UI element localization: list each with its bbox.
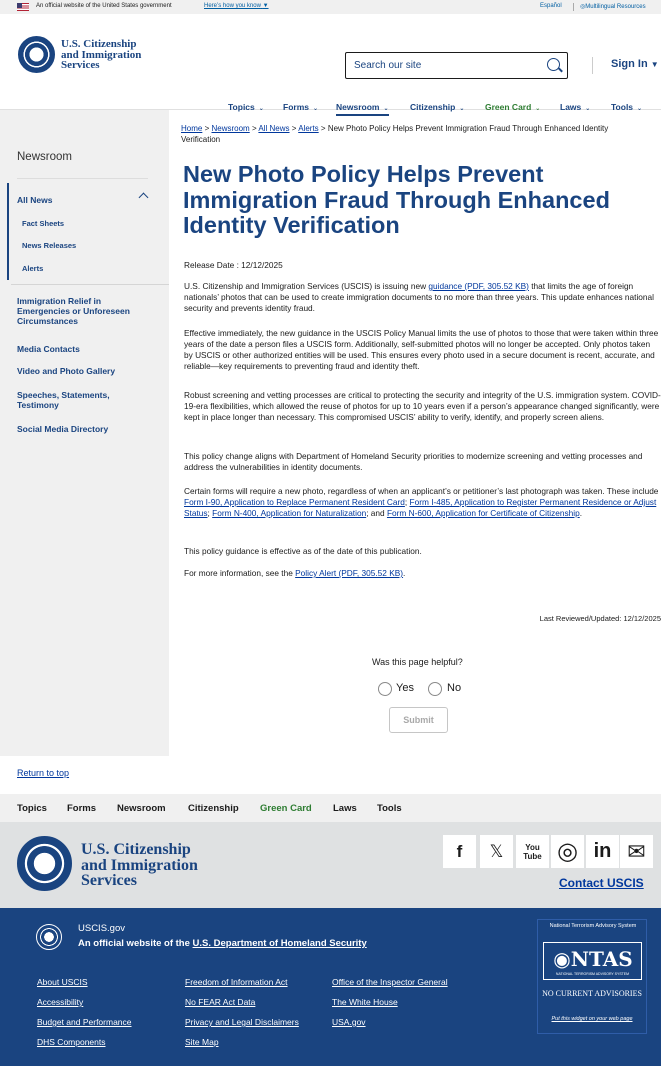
nav-laws[interactable]: Laws ⌄ bbox=[560, 102, 591, 112]
chevron-down-icon: ⌄ bbox=[258, 106, 264, 112]
article-paragraph: For more information, see the Policy Alert (PDF, 305.52 KB). bbox=[184, 568, 406, 578]
ntas-heading: National Terrorism Advisory System bbox=[549, 923, 637, 929]
sidebar-item-all-news[interactable]: All News bbox=[17, 195, 53, 205]
breadcrumb: Home > Newsroom > All News > Alerts > New Photo Policy Helps Prevent Immigration Fraud Through Enhanced Identity Verification bbox=[181, 124, 609, 144]
release-date: Release Date : 12/12/2025 bbox=[184, 260, 283, 270]
site-header bbox=[0, 14, 661, 110]
sidebar-item-fact-sheets[interactable]: Fact Sheets bbox=[22, 219, 65, 228]
form-i485-link[interactable]: Form I-485, Application to Register Permanent Residence or Adjust Status bbox=[184, 497, 657, 518]
contact-uscis-link[interactable]: Contact USCIS bbox=[559, 876, 644, 890]
footer-nav-topics[interactable]: Topics bbox=[17, 803, 47, 814]
sidebar-item-immigration-relief[interactable]: Immigration Relief in Emergencies or Unforeseen Circumstances bbox=[17, 296, 130, 327]
ntas-logo: ◉NTAS bbox=[553, 947, 633, 971]
footer-link-dhs-components[interactable]: DHS Components bbox=[37, 1037, 106, 1047]
return-to-top-link[interactable]: Return to top bbox=[17, 768, 70, 778]
footer-link-about[interactable]: About USCIS bbox=[37, 977, 88, 987]
dhs-seal-small-logo[interactable] bbox=[36, 924, 62, 950]
multilingual-link[interactable]: ◎Multilingual Resources bbox=[580, 4, 646, 10]
caret-down-icon: ▼ bbox=[650, 60, 659, 69]
yes-radio[interactable] bbox=[378, 682, 392, 696]
official-site-text: An official website of the U.S. Department of Homeland Security bbox=[78, 938, 367, 949]
footer-link-privacy[interactable]: Privacy and Legal Disclaimers bbox=[185, 1017, 299, 1027]
linkedin-icon[interactable]: in bbox=[586, 835, 619, 868]
breadcrumb-newsroom[interactable]: Newsroom bbox=[211, 124, 250, 133]
sidebar-title: Newsroom bbox=[17, 151, 72, 163]
ntas-status: NO CURRENT ADVISORIES bbox=[542, 989, 642, 998]
sign-in-button[interactable]: Sign In ▼ bbox=[611, 58, 659, 70]
footer-link-accessibility[interactable]: Accessibility bbox=[37, 997, 84, 1007]
chevron-down-icon: ⌄ bbox=[637, 106, 643, 112]
search-icon[interactable] bbox=[547, 58, 560, 71]
page-bottom bbox=[0, 1066, 661, 1074]
gov-banner bbox=[0, 0, 661, 14]
footer-nav bbox=[0, 794, 661, 822]
form-n600-link[interactable]: Form N-600, Application for Certificate of Citizenship bbox=[386, 508, 580, 518]
divider bbox=[592, 57, 593, 74]
footer-nav-forms[interactable]: Forms bbox=[67, 803, 97, 814]
x-twitter-icon[interactable]: 𝕏 bbox=[480, 835, 513, 868]
uscis-logo-text[interactable]: U.S. Citizenship and Immigration Services bbox=[61, 38, 142, 71]
dhs-seal-logo[interactable] bbox=[17, 836, 72, 891]
article-paragraph: Robust screening and vetting processes are critical to protecting the security and integrity of the U.S. immigration system. COVID-19-era flexibilities, which allowed the reuse of photos for up to 10 years even if a person’s appearance changed significantly, were kept in place longer than necessary. This compromised USCIS’ ability to verify, identify, and properly screen aliens. bbox=[184, 390, 661, 422]
footer-nav-laws[interactable]: Laws bbox=[333, 803, 357, 814]
nav-newsroom[interactable]: Newsroom ⌄ bbox=[336, 102, 389, 112]
ntas-widget[interactable] bbox=[537, 919, 647, 1034]
ntas-badge bbox=[543, 942, 642, 980]
chevron-down-icon: ▼ bbox=[262, 3, 269, 9]
espanol-link[interactable]: Español bbox=[540, 3, 562, 9]
dhs-link[interactable]: U.S. Department of Homeland Security bbox=[192, 938, 367, 949]
sidebar-item-social-media[interactable]: Social Media Directory bbox=[17, 424, 109, 434]
breadcrumb-home[interactable]: Home bbox=[181, 124, 203, 133]
article-paragraph: This policy change aligns with Department of Homeland Security priorities to modernize screening and vetting processes and address the vulnerabilities in identity documents. bbox=[184, 451, 643, 472]
uscis-gov-label: USCIS.gov bbox=[78, 923, 125, 934]
article-paragraph: U.S. Citizenship and Immigration Services (USCIS) is issuing new guidance (PDF, 305.52 KB) that limits the age of foreign nationals’ photos that can be used to create immigration documents to no more than three years. This update enhances national security and prevents identity fraud. bbox=[184, 281, 654, 313]
sidebar-item-news-releases[interactable]: News Releases bbox=[22, 241, 77, 250]
footer-link-no-fear[interactable]: No FEAR Act Data bbox=[185, 997, 256, 1007]
no-radio[interactable] bbox=[428, 682, 442, 696]
divider bbox=[11, 284, 169, 285]
gov-banner-text: An official website of the United States government bbox=[36, 3, 172, 9]
divider bbox=[573, 3, 574, 11]
sidebar-item-media-contacts[interactable]: Media Contacts bbox=[17, 344, 80, 354]
footer-nav-citizenship[interactable]: Citizenship bbox=[188, 803, 239, 814]
youtube-icon[interactable]: You Tube bbox=[516, 835, 549, 868]
form-n400-link[interactable]: Form N-400, Application for Naturalization bbox=[212, 508, 367, 518]
chevron-down-icon: ⌄ bbox=[383, 106, 389, 112]
nav-citizenship[interactable]: Citizenship ⌄ bbox=[410, 102, 465, 112]
breadcrumb-all-news[interactable]: All News bbox=[258, 124, 290, 133]
us-flag-icon bbox=[17, 3, 29, 11]
breadcrumb-current: New Photo Policy Helps Prevent Immigration Fraud Through Enhanced Identity Verification bbox=[181, 124, 609, 144]
uscis-footer-logo-text[interactable]: U.S. Citizenship and Immigration Services bbox=[81, 841, 198, 889]
footer-link-white-house[interactable]: The White House bbox=[332, 997, 398, 1007]
nav-topics[interactable]: Topics ⌄ bbox=[228, 102, 264, 112]
sidebar-item-alerts[interactable]: Alerts bbox=[22, 264, 44, 273]
breadcrumb-alerts[interactable]: Alerts bbox=[298, 124, 319, 133]
instagram-icon[interactable]: ◎ bbox=[551, 835, 584, 868]
nav-forms[interactable]: Forms ⌄ bbox=[283, 102, 319, 112]
nav-green-card[interactable]: Green Card ⌄ bbox=[485, 102, 541, 112]
chevron-down-icon: ⌄ bbox=[535, 106, 541, 112]
footer-link-budget[interactable]: Budget and Performance bbox=[37, 1017, 132, 1027]
form-i90-link[interactable]: Form I-90, Application to Replace Permanent Resident Card bbox=[184, 497, 405, 507]
dhs-seal-logo[interactable] bbox=[18, 36, 55, 73]
ntas-widget-link[interactable]: Put this widget on your web page bbox=[551, 1016, 633, 1022]
search-input[interactable]: Search our site bbox=[345, 52, 568, 79]
no-label[interactable]: No bbox=[447, 682, 462, 694]
last-reviewed: Last Reviewed/Updated: 12/12/2025 bbox=[539, 614, 661, 623]
footer-link-site-map[interactable]: Site Map bbox=[185, 1037, 219, 1047]
divider bbox=[17, 178, 148, 179]
footer-link-usa-gov[interactable]: USA.gov bbox=[332, 1017, 366, 1027]
globe-icon: ◎ bbox=[580, 4, 586, 10]
sidebar-item-speeches[interactable]: Speeches, Statements, Testimony bbox=[17, 390, 110, 411]
submit-button[interactable]: Submit bbox=[389, 707, 448, 733]
ntas-subtitle: NATIONAL TERRORISM ADVISORY SYSTEM bbox=[555, 972, 630, 976]
footer-link-foia[interactable]: Freedom of Information Act bbox=[185, 977, 288, 987]
chevron-down-icon: ⌄ bbox=[312, 106, 319, 112]
feedback-question: Was this page helpful? bbox=[372, 657, 463, 667]
footer-nav-green-card[interactable]: Green Card bbox=[260, 803, 312, 814]
policy-alert-link[interactable]: Policy Alert (PDF, 305.52 KB) bbox=[295, 568, 404, 578]
yes-label[interactable]: Yes bbox=[396, 682, 414, 694]
page-title: New Photo Policy Helps Prevent Immigration Fraud Through Enhanced Identity Verification bbox=[183, 161, 610, 238]
footer-nav-newsroom[interactable]: Newsroom bbox=[117, 803, 166, 814]
facebook-icon[interactable]: f bbox=[443, 835, 476, 868]
footer-link-oig[interactable]: Office of the Inspector General bbox=[332, 977, 448, 987]
active-indicator bbox=[7, 183, 9, 280]
chevron-down-icon: ⌄ bbox=[459, 106, 465, 112]
dhs-seal-icon: ◉ bbox=[553, 947, 571, 971]
article-paragraph: Certain forms will require a new photo, regardless of when an applicant’s or petitioner’s last photograph was taken. These include Form I-90, Application to Replace Permanent Resident Card; Form I-485, Application to Register Permanent Residence or Adjust Status; Form N-400, Application for Naturalization; and Form N-600, Application for Certificate of Citizenship. bbox=[184, 486, 659, 518]
guidance-pdf-link[interactable]: guidance (PDF, 305.52 KB) bbox=[428, 281, 529, 291]
footer-nav-tools[interactable]: Tools bbox=[377, 803, 402, 814]
nav-tools[interactable]: Tools ⌄ bbox=[611, 102, 643, 112]
sidebar-item-video-photo[interactable]: Video and Photo Gallery bbox=[17, 366, 116, 376]
article-paragraph: This policy guidance is effective as of the date of this publication. bbox=[184, 546, 422, 556]
heres-how-you-know-link[interactable]: Here’s how you know ▼ bbox=[204, 3, 269, 9]
article-paragraph: Effective immediately, the new guidance in the USCIS Policy Manual limits the use of photos to those that were taken within three years of the date a person files a USCIS form. Additionally, self-submitted photos will no longer be accepted. Only photos taken by USCIS or other authorized entities will be used. This ensures every photo used in a secure document is recent, accurate, and reliable—key requirements to preventing fraud and identity theft. bbox=[184, 328, 659, 371]
email-icon[interactable]: ✉ bbox=[620, 835, 653, 868]
chevron-down-icon: ⌄ bbox=[585, 106, 591, 112]
